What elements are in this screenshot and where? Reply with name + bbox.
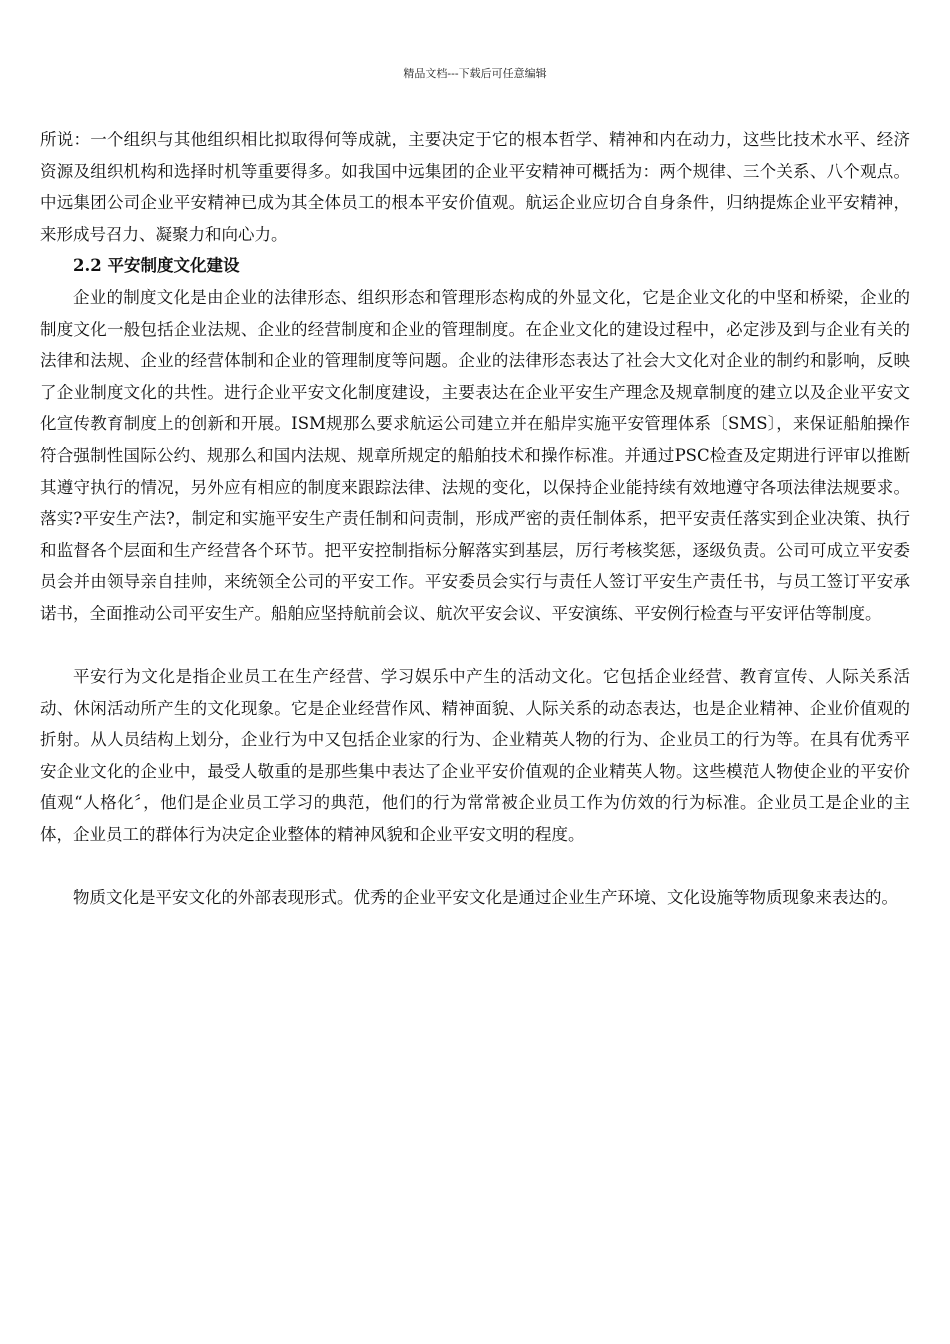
blank-line <box>40 851 910 883</box>
section-heading-2-2: 2.2 平安制度文化建设 <box>73 256 240 276</box>
paragraph-institution-culture: 企业的制度文化是由企业的法律形态、组织形态和管理形态构成的外显文化，它是企业文化的中坚和桥梁，企业的制度文化一般包括企业法规、企业的经营制度和企业的管理制度。在企业文化的建设过程中，必定涉及到与企业有关的法律和法规、企业的经营体制和企业的管理制度等问题。企业的法律形态表达了社会大文化对企业的制约和影响，反映了企业制度文化的共性。进行企业平安文化制度建设，主要表达在企业平安生产理念及规章制度的建立以及企业平安文化宣传教育制度上的创新和开展。ISM规那么要求航运公司建立并在船岸实施平安管理体系〔SMS〕，来保证船舶操作符合强制性国际公约、规那么和国内法规、规章所规定的船舶技术和操作标准。并通过PSC检查及定期进行评审以推断其遵守执行的情况，另外应有相应的制度来跟踪法律、法规的变化，以保持企业能持续有效地遵守各项法律法规要求。落实?平安生产法?，制定和实施平安生产责任制和问责制，形成严密的责任制体系，把平安责任落实到企业决策、执行和监督各个层面和生产经营各个环节。把平安控制指标分解落实到基层，厉行考核奖惩，逐级负责。公司可成立平安委员会并由领导亲自挂帅，来统领全公司的平安工作。平安委员会实行与责任人签订平安生产责任书，与员工签订平安承诺书，全面推动公司平安生产。船舶应坚持航前会议、航次平安会议、平安演练、平安例行检查与平安评估等制度。 <box>40 287 910 623</box>
blank-line <box>40 630 910 662</box>
paragraph-material-culture: 物质文化是平安文化的外部表现形式。优秀的企业平安文化是通过企业生产环境、文化设施等物质现象来表达的。 <box>73 888 898 908</box>
paragraph-behavior-culture: 平安行为文化是指企业员工在生产经营、学习娱乐中产生的活动文化。它包括企业经营、教育宣传、人际关系活动、休闲活动所产生的文化现象。它是企业经营作风、精神面貌、人际关系的动态表达，也是企业精神、企业价值观的折射。从人员结构上划分，企业行为中又包括企业家的行为、企业精英人物的行为、企业员工的行为等。在具有优秀平安企业文化的企业中，最受人敬重的是那些集中表达了企业平安价值观的企业精英人物。这些模范人物使企业的平安价值观“人格化〞，他们是企业员工学习的典范，他们的行为常常被企业员工作为仿效的行为标准。企业员工是企业的主体，企业员工的群体行为决定企业整体的精神风貌和企业平安文明的程度。 <box>40 667 910 845</box>
page-header: 精品文档---下载后可任意编辑 <box>403 67 547 80</box>
paragraph-intro: 所说：一个组织与其他组织相比拟取得何等成就，主要决定于它的根本哲学、精神和内在动力，这些比技术水平、经济资源及组织机构和选择时机等重要得多。如我国中远集团的企业平安精神可概括为：两个规律、三个关系、八个观点。中远集团公司企业平安精神已成为其全体员工的根本平安价值观。航运企业应切合自身条件，归纳提炼企业平安精神，来形成号召力、凝聚力和向心力。 <box>40 130 910 244</box>
document-body <box>40 124 910 914</box>
